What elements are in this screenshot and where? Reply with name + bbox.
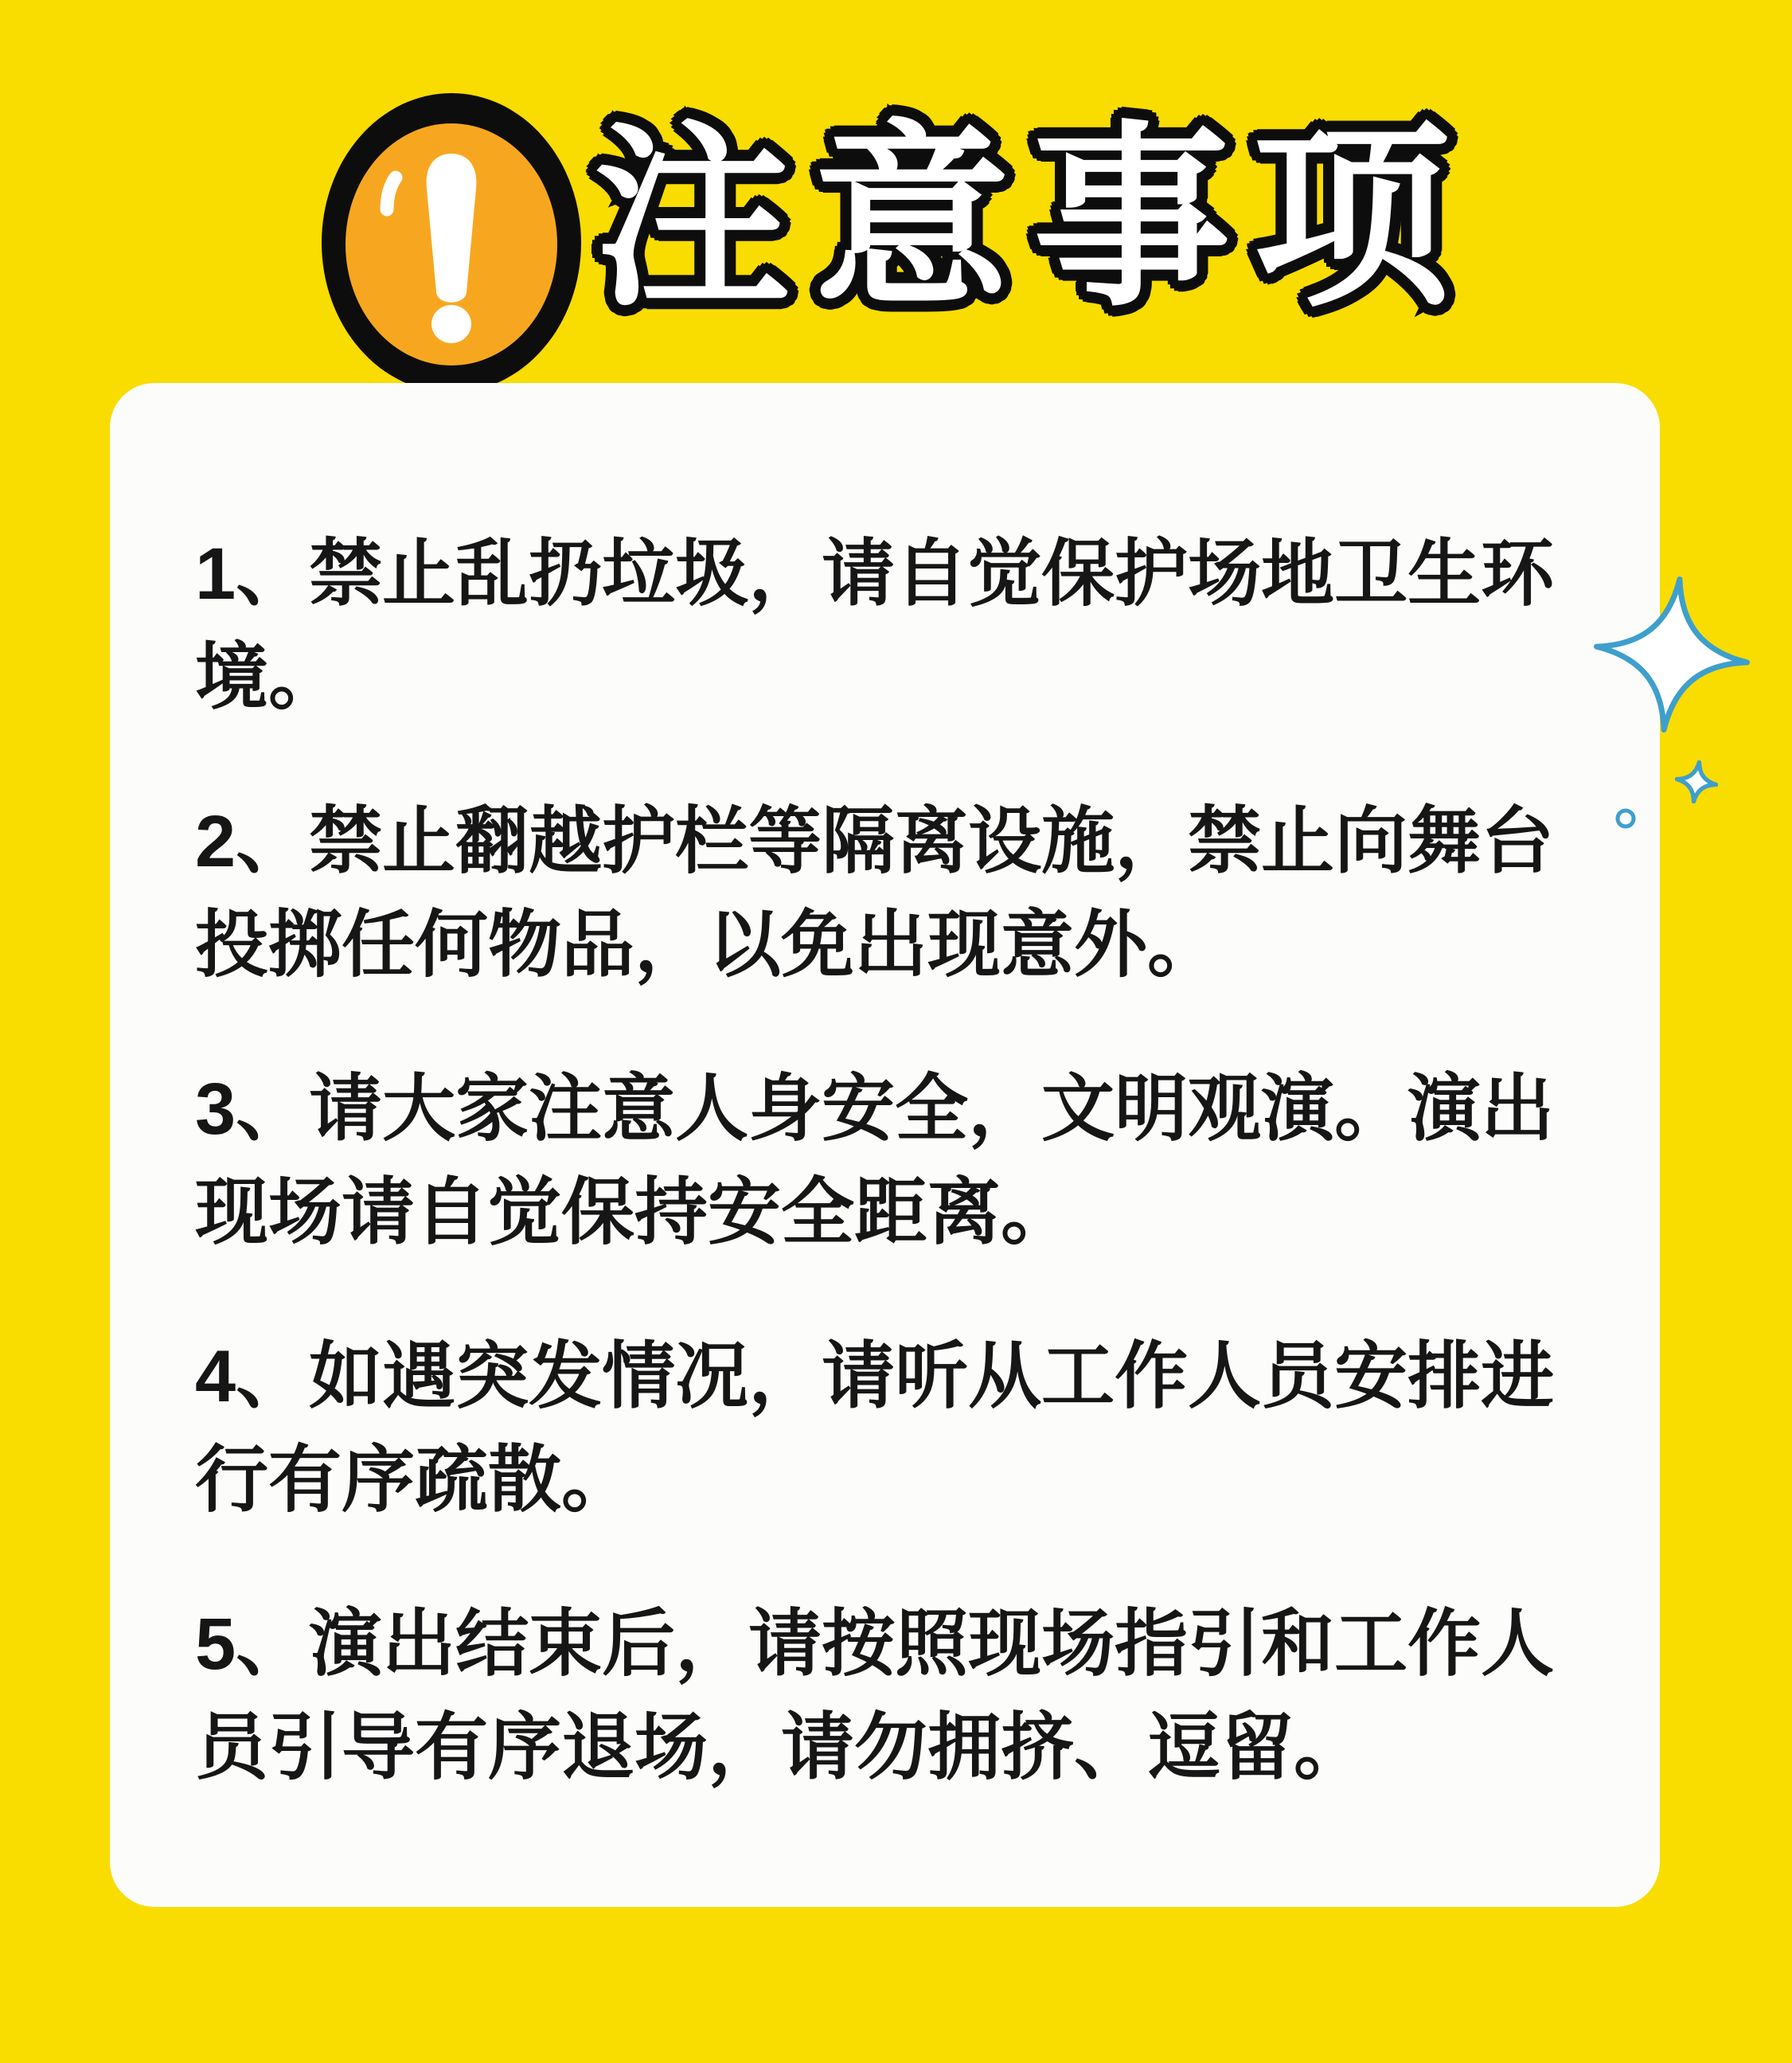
- sparkle-small-icon: [1675, 760, 1718, 803]
- notice-item-4-line-1: 4、如遇突发情况，请听从工作人员安排进: [195, 1336, 1555, 1417]
- notice-item-1: [195, 522, 1596, 729]
- notice-item-1-line-2: 境。: [195, 637, 342, 718]
- notice-item-4-line-2: 行有序疏散。: [195, 1440, 635, 1521]
- dot-ring-icon: [1613, 806, 1638, 831]
- notice-item-3-line-1: 3、请大家注意人身安全，文明观演。演出: [195, 1069, 1555, 1150]
- notice-item-5: [195, 1592, 1596, 1799]
- poster-header: [0, 68, 1792, 370]
- notice-card: [110, 383, 1660, 1907]
- page-title: 注意事项: [593, 107, 1473, 330]
- exclamation-circle-icon: [320, 92, 583, 394]
- notice-item-4: [195, 1325, 1596, 1532]
- notice-item-5-line-1: 5、演出结束后，请按照现场指引和工作人: [195, 1604, 1555, 1685]
- notice-item-3: [195, 1057, 1596, 1264]
- notice-item-1-line-1: 1、禁止乱扔垃圾，请自觉保护场地卫生环: [195, 533, 1555, 615]
- notice-item-3-line-2: 现场请自觉保持安全距离。: [195, 1172, 1075, 1253]
- notice-item-5-line-2: 员引导有序退场，请勿拥挤、逗留。: [195, 1707, 1368, 1788]
- notice-item-2-line-2: 投掷任何物品，以免出现意外。: [195, 905, 1221, 986]
- notice-item-2-line-1: 2、禁止翻越护栏等隔离设施，禁止向舞台: [195, 801, 1555, 882]
- notice-item-2: [195, 790, 1596, 997]
- sparkle-large-icon: [1592, 575, 1751, 734]
